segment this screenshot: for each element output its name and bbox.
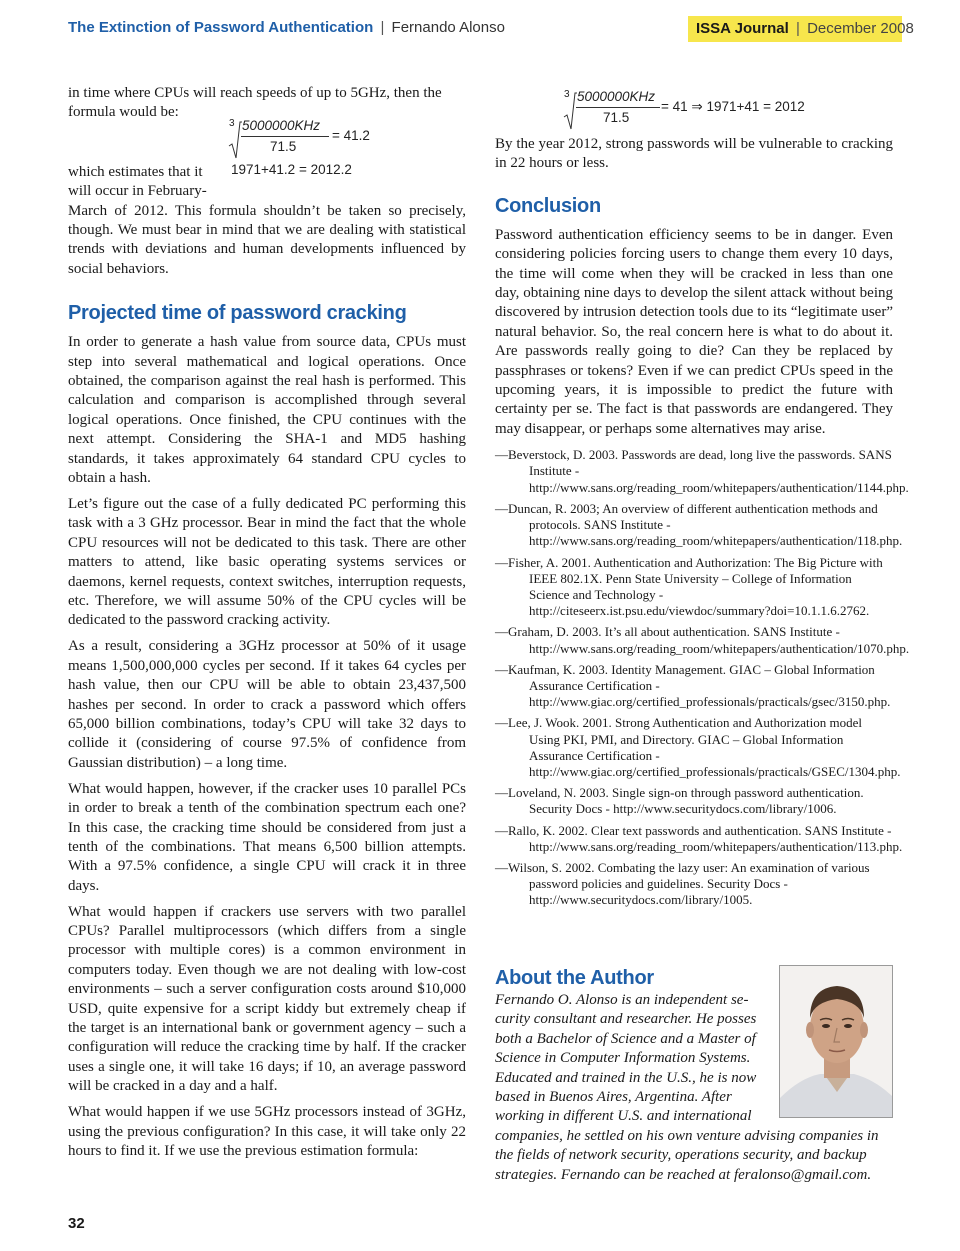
author-bio-tail: companies, he settled on his own venture advising companies in the fields of network security, operations security, and backup strategies. Fernando can be reached at feralonso@gmail.com. bbox=[495, 1128, 879, 1183]
left-column bbox=[68, 84, 466, 1168]
reference-item: —Loveland, N. 2003. Single sign-on through password authentication. Security Docs - http://www.securitydocs.com/library/1006. bbox=[495, 785, 864, 817]
formula-result: = 41.2 bbox=[332, 128, 370, 143]
reference-item: —Lee, J. Wook. 2001. Strong Authentication and Authorization model Using PKI, PMI, and Directory. GIAC – Global Information Assurance Certification - http://www.giac.org/certified_professionals/practicals/GSEC/1304.php. bbox=[495, 715, 901, 779]
estimate-line-b: will occur in February- bbox=[68, 183, 207, 200]
author-photo bbox=[779, 965, 893, 1118]
reference-item: —Fisher, A. 2001. Authentication and Authorization: The Big Picture with IEEE 802.1X. Penn State University – College of Information Science and Technology - http://citeseerx.ist.psu.edu/viewdoc/summary?doi=10.1.1.6.2762. bbox=[495, 554, 883, 619]
continuation-paragraph: March of 2012. This formula shouldn’t be taken so precisely, though. We must bear in mind that we are dealing with statistical trends with deviations and human developments influenced by social behaviors. bbox=[68, 202, 466, 277]
formula-numerator: 5000000KHz bbox=[242, 118, 321, 133]
formula-denominator: 71.5 bbox=[603, 110, 630, 125]
author-line: Fernando O. Alonso is an independent se- bbox=[495, 992, 749, 1008]
author-heading: About the Author bbox=[495, 967, 654, 989]
issue-date: December 2008 bbox=[807, 20, 914, 37]
article-title: The Extinction of Password Authentication bbox=[68, 19, 374, 36]
body-paragraph: What would happen, however, if the cracker uses 10 parallel PCs in order to break a tenth of the combination spectrum each one? In this case, the cracking time should be considered from just a tenth of the combinations. That means 6,500 billion attempts. With a 97.5% confidence, a single CPU will crack it in three days. bbox=[68, 780, 466, 894]
reference-item: —Duncan, R. 2003; An overview of different authentication methods and protocols. SANS Institute - http://www.sans.org/reading_room/whitepapers/authentication/118.php. bbox=[495, 500, 903, 549]
radical-sign-icon bbox=[228, 120, 242, 160]
body-paragraph: What would happen if we use 5GHz processors instead of 3GHz, using the previous configuration? In this case, it will take only 22 hours to find it. If we use the previous estimation formula: bbox=[68, 1104, 466, 1159]
right-column bbox=[495, 84, 910, 914]
formula-year-line: 1971+41.2 = 2012.2 bbox=[231, 162, 352, 177]
reference-item: —Graham, D. 2003. It’s all about authentication. SANS Institute - http://www.sans.org/reading_room/whitepapers/authentication/1070.php. bbox=[495, 624, 910, 656]
reference-item: —Rallo, K. 2002. Clear text passwords and authentication. SANS Institute - http://www.sans.org/reading_room/whitepapers/authentication/113.php. bbox=[495, 822, 903, 854]
root-index: 3 bbox=[564, 89, 570, 100]
body-paragraph: What would happen if crackers use servers with two parallel CPUs? Parallel multiprocessors (which differs from a single processor with multiple cores) is a common environment in computers today. Even though we are not dealing with low-cost environments – such a server configuration costs around $10,000 USD, quite expensive for a script kiddy but extremely cheap if the target is an international bank or government agency – such a configuration will reduce the cracking time by half. If the cracker uses a single one, it will take 16 days; if 10, an average password will be cracked in a day and a half. bbox=[68, 903, 466, 1095]
running-header-right bbox=[688, 16, 914, 42]
author-line: Science in Computer Information Systems. bbox=[495, 1050, 751, 1067]
formula-denominator: 71.5 bbox=[270, 139, 297, 154]
formula-cube-root-1 bbox=[228, 118, 388, 182]
radical-sign-icon bbox=[563, 91, 577, 131]
journal-name: ISSA Journal bbox=[696, 20, 789, 37]
header-separator: | bbox=[380, 19, 385, 36]
author-line: working in different U.S. and international bbox=[495, 1108, 752, 1125]
fraction-bar bbox=[241, 136, 329, 137]
intro-paragraph: in time where CPUs will reach speeds of up to 5GHz, then the formula would be: bbox=[68, 85, 442, 121]
reference-item: —Kaufman, K. 2003. Identity Management. GIAC – Global Information Assurance Certification - http://www.giac.org/certified_professionals/practicals/gsec/3150.php. bbox=[495, 661, 891, 710]
formula-numerator: 5000000KHz bbox=[577, 89, 656, 104]
author-line: based in Buenos Aires, Argentina. After bbox=[495, 1089, 732, 1106]
estimate-line-a: which estimates that it bbox=[68, 163, 203, 180]
author-line: curity consultant and researcher. He posses bbox=[495, 1011, 757, 1028]
body-paragraph: As a result, considering a 3GHz processor at 50% of it usage means 1,500,000,000 cycles per second. If it takes 64 cycles per hash value, then our CPU will be able to obtain 23,437,500 hashes per second. In order to crack a password which offers 65,000 billion combinations, today’s CPU will take 32 days to collide it (considering of course 97.5% of confidence from Gaussian distribution) – a long time. bbox=[68, 638, 466, 771]
fraction-bar bbox=[576, 107, 660, 108]
body-paragraph: Let’s figure out the case of a fully dedicated PC performing this task with a 3 GHz processor. Bear in mind the fact that the whole CPU resources will not be dedicated to this task. There are other matters to attend, like basic operating systems services or daemons, kernel requests, context switches, interruption requests, etc. Therefore, we will assume 50% of the CPU cycles will be dedicated to the password cracking activity. bbox=[68, 496, 466, 629]
header-author: Fernando Alonso bbox=[391, 19, 505, 36]
section-heading-projected: Projected time of password cracking bbox=[68, 302, 407, 325]
body-paragraph: In order to generate a hash value from source data, CPUs must step into several mathematical and logical operations. Once obtained, the comparison against the real hash is performed. This calculation and comparison is accomplished through several logical operations. Once finished, the CPU continues with the next attempt. Considering the SHA-1 and MD5 hashing standards, it takes approximately 64 standard CPU cycles to obtain a hash. bbox=[68, 334, 466, 487]
conclusion-paragraph: Password authentication efficiency seems to be in danger. Even considering policies forcing users to change them every 10 days, the time will come when they will be cracked in less than one day, obtaining nine days to develop the silent attack without being discovered by intrusion detection tools due to its “legitimate user” natural behavior. So, the real concern here is what to do about it. Are passwords really going to die? Can they be replaced by passphrases or tokens? Even if we can predict CPUs speed in the upcoming years, it is impossible to predict the future with certainty per se. The fact is that passwords are endangered. They may disappear, or perhaps some alternatives may arise. bbox=[495, 226, 893, 437]
running-header-left bbox=[68, 19, 505, 36]
reference-item: —Wilson, S. 2002. Combating the lazy user: An examination of various password policies and guidelines. Security Docs - http://www.securitydocs.com/library/1005. bbox=[495, 859, 870, 908]
author-line: Educated and trained in the U.S., he is now bbox=[495, 1069, 757, 1086]
reference-item: —Beverstock, D. 2003. Passwords are dead, long live the passwords. SANS Institute - http://www.sans.org/reading_room/whitepapers/authentication/1144.php. bbox=[495, 447, 909, 495]
author-bio-wrapped bbox=[495, 991, 775, 1127]
page-number: 32 bbox=[68, 1215, 85, 1232]
section-heading-conclusion: Conclusion bbox=[495, 194, 601, 217]
by2012-paragraph: By the year 2012, strong passwords will be vulnerable to cracking in 22 hours or less. bbox=[495, 136, 893, 172]
formula-result: = 41 ⇒ 1971+41 = 2012 bbox=[661, 99, 805, 114]
header-separator-2: | bbox=[795, 20, 800, 37]
author-line: both a Bachelor of Science and a Master of bbox=[495, 1030, 756, 1047]
formula-cube-root-2 bbox=[563, 89, 833, 131]
root-index: 3 bbox=[229, 118, 235, 129]
